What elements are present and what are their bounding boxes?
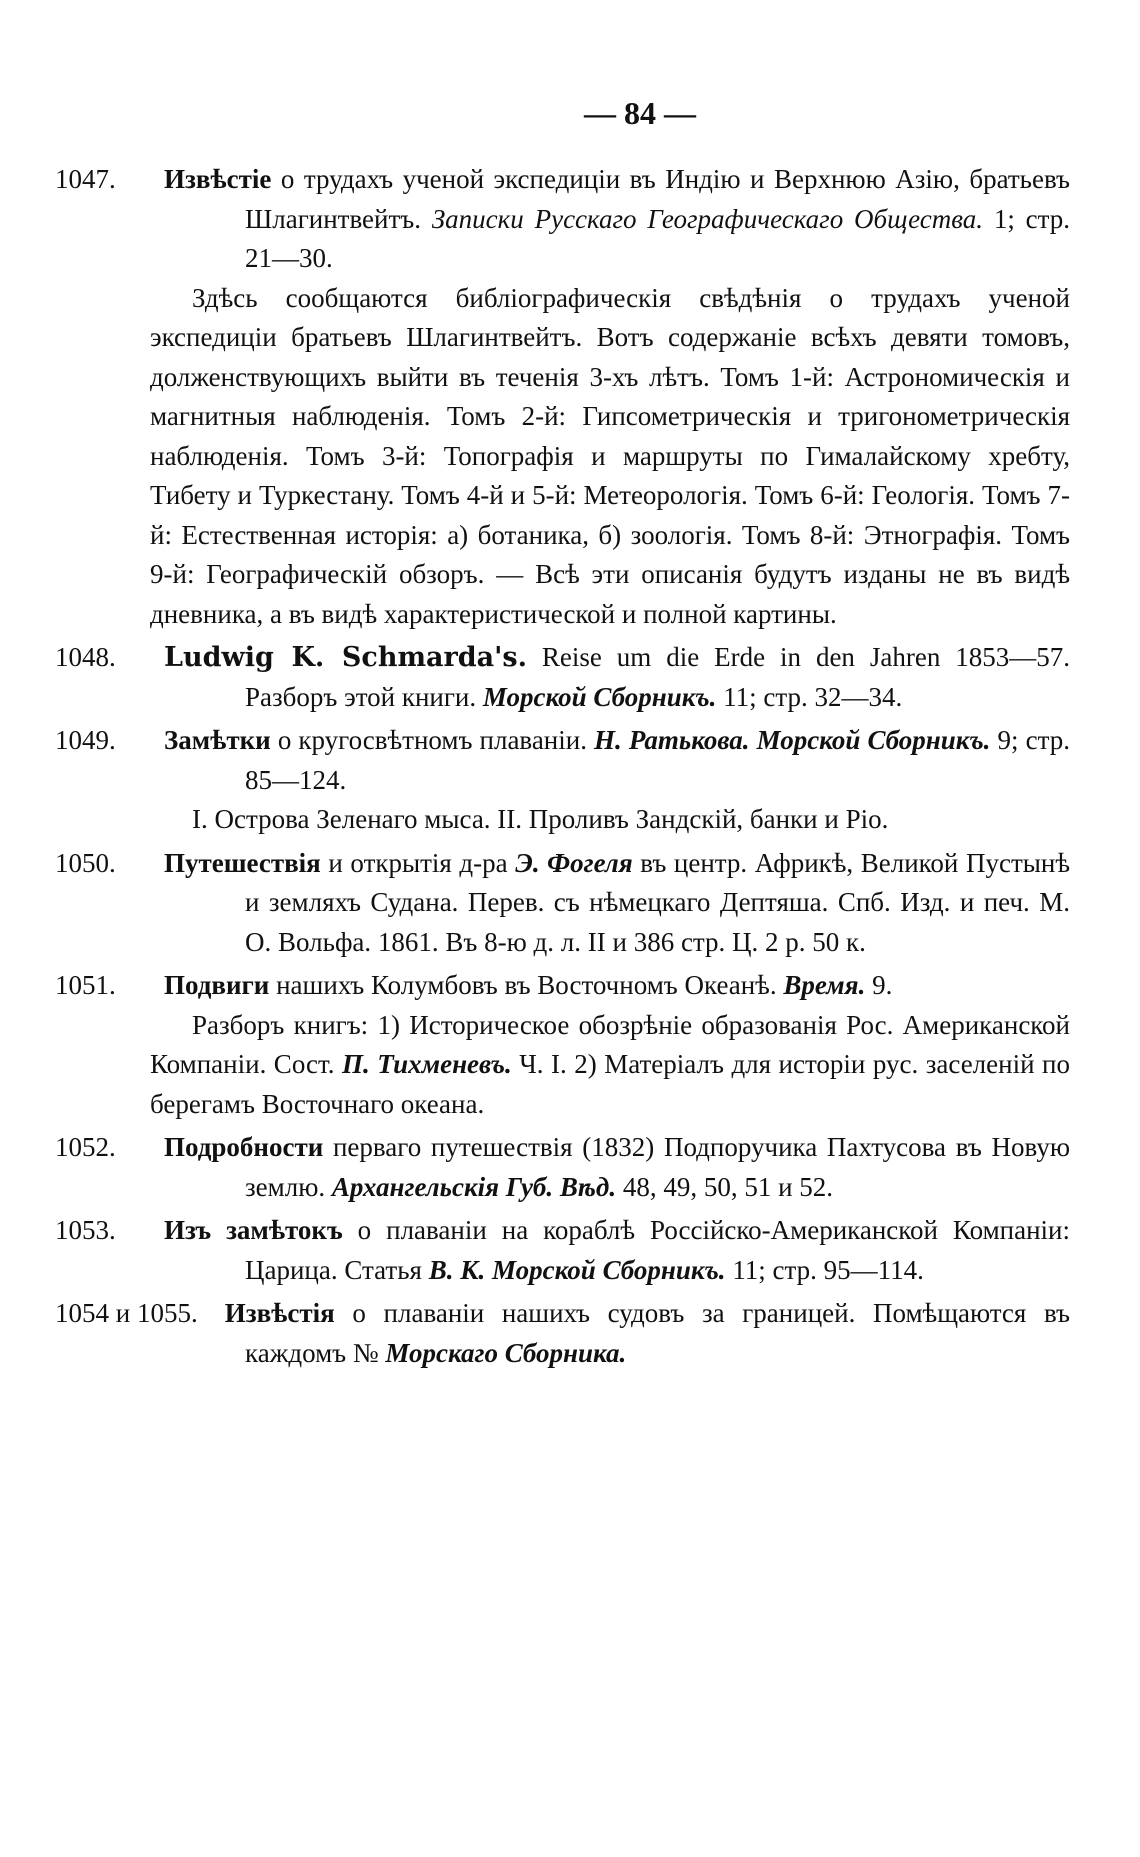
bibliography-entry: [55, 966, 1070, 1124]
entry-text: 1051. Подвиги нашихъ Колумбовъ въ Восточномъ Океанѣ. Время. 9.: [55, 970, 893, 1000]
entry-text: 1053. Изъ замѣтокъ о плаваніи на кораблѣ Россійско-Американской Компаніи: Царица. Статья В. К. Морской Сборникъ. 11; стр. 95—114.: [55, 1215, 1070, 1285]
entry-pages: 1; стр. 21—30.: [245, 203, 1070, 273]
entry-pages: 48, 49, 50, 51 и 52.: [616, 1171, 834, 1202]
entry-source: Морской Сборникъ.: [482, 681, 717, 712]
entry-text: 1049. Замѣтки о кругосвѣтномъ плаваніи. Н. Ратькова. Морской Сборникъ. 9; стр. 85—124.: [55, 725, 1070, 795]
entry-source: Архангельскія Губ. Вѣд.: [331, 1171, 617, 1202]
bibliography-entry: [55, 721, 1070, 840]
entry-description: о кругосвѣтномъ плаваніи.: [270, 725, 595, 755]
entry-note-author: П. Тихменевъ.: [341, 1049, 512, 1079]
bibliography-entry: [55, 1128, 1070, 1207]
bibliography-entry: [55, 160, 1070, 634]
entry-author: Э. Фогеля: [515, 847, 633, 878]
entry-description: и открытія д-ра: [320, 847, 516, 878]
entry-author: В. К.: [428, 1254, 486, 1285]
entry-text: [55, 1294, 1070, 1373]
entry-title: Замѣтки: [164, 725, 271, 755]
entry-note: [150, 1006, 1070, 1125]
bibliography-entry: [55, 1211, 1070, 1290]
entry-note: Здѣсь сообщаются библіографическія свѣдѣнія о трудахъ ученой экспедиціи братьевъ Шлагинтвейтъ. Вотъ содержаніе всѣхъ девяти томовъ, долженствующихъ выйти въ теченія 3-хъ лѣтъ. Томъ 1-й: Астрономическія и магнитныя наблюденія. Томъ 2-й: Гипсометрическія и тригонометрическія наблюденія. Томъ 3-й: Топографія и маршруты по Гималайскому хребту, Тибету и Туркестану. Томъ 4-й и 5-й: Метеорологія. Томъ 6-й: Геологія. Томъ 7-й: Естественная исторія: а) ботаника, б) зоологія. Томъ 8-й: Этнографія. Томъ 9-й: Географическій обзоръ. — Всѣ эти описанія будутъ изданы не въ видѣ дневника, а въ видѣ характеристической и полной картины.: [150, 282, 1070, 629]
entry-pages: 9; стр. 85—124.: [245, 725, 1070, 795]
entry-pages: 11; стр. 32—34.: [716, 681, 903, 712]
entry-title: Подвиги: [164, 970, 270, 1000]
entry-source: Морскаго Сборника.: [385, 1337, 627, 1368]
entry-imprint: въ центр. Африкѣ, Великой Пустынѣ и земляхъ Судана. Перев. съ нѣмецкаго Дептяша. Спб. Изд. и печ. М. О. Вольфа. 1861. Въ 8-ю д. л. II и 386 стр. Ц. 2 р. 50 к.: [245, 847, 1071, 957]
entry-pages: 9.: [865, 970, 893, 1000]
entry-title: Извѣстіе: [164, 164, 272, 194]
entry-note-text: Разборъ книгъ: 1) Историческое обозрѣніе образованія Рос. Американской Компаніи. Сост.: [150, 1009, 1070, 1079]
entry-source: Время.: [783, 970, 866, 1000]
document-page: [55, 95, 1071, 1377]
entry-title: Путешествія: [164, 847, 321, 878]
bibliography-entry: [55, 638, 1070, 717]
entry-note-text: Ч. I. 2) Матеріалъ для исторіи рус. заселеній по берегамъ Восточнаго океана.: [150, 1049, 1070, 1119]
entry-description: о плаваніи нашихъ судовъ за границей. Помѣщаются въ каждомъ №: [245, 1298, 1070, 1368]
entry-description: нашихъ Колумбовъ въ Восточномъ Океанѣ.: [269, 970, 784, 1000]
entry-number: 1054 и 1055.: [55, 1298, 198, 1328]
entry-title: Ludwig K. Schmarda's.: [164, 642, 527, 673]
entry-text: 1050. Путешествія и открытія д-ра Э. Фогеля въ центр. Африкѣ, Великой Пустынѣ и земляхъ Судана. Перев. съ нѣмецкаго Дептяша. Спб. Изд. и печ. М. О. Вольфа. 1861. Въ 8-ю д. л. II и 386 стр. Ц. 2 р. 50 к.: [55, 847, 1071, 957]
entry-source: Морской Сборникъ.: [485, 1254, 726, 1285]
entry-text: 1052. Подробности перваго путешествія (1832) Подпоручика Пахтусова въ Новую землю. Архангельскія Губ. Вѣд. 48, 49, 50, 51 и 52.: [55, 1132, 1070, 1202]
bibliography-entry: [55, 844, 1071, 963]
entry-description: о плаваніи на кораблѣ Россійско-Американской Компаніи: Царица. Статья: [245, 1215, 1070, 1285]
entry-title: Подробности: [164, 1132, 324, 1162]
entry-text: 1047. Извѣстіе о трудахъ ученой экспедиціи въ Индію и Верхнюю Азію, братьевъ Шлагинтвейтъ. Записки Русскаго Географическаго Общества. 1; стр. 21—30.: [55, 164, 1070, 273]
entry-title: Изъ замѣтокъ: [164, 1215, 343, 1245]
entry-author: Н. Ратькова.: [594, 725, 750, 755]
entry-note: I. Острова Зеленаго мыса. II. Проливъ Зандскій, банки и Ріо.: [192, 804, 889, 834]
entry-description: о трудахъ ученой экспедиціи въ Индію и Верхнюю Азію, братьевъ Шлагинтвейтъ.: [245, 164, 1070, 234]
entry-source: Записки Русскаго Географическаго Общества.: [431, 203, 984, 234]
entry-description: перваго путешествія (1832) Подпоручика Пахтусова въ Новую землю.: [245, 1132, 1070, 1202]
entry-pages: 11; стр. 95—114.: [725, 1254, 924, 1285]
entry-title: Извѣстія: [224, 1298, 335, 1328]
page-number: — 84 —: [584, 95, 696, 131]
entry-source: Морской Сборникъ.: [749, 725, 991, 755]
entry-text: 1048. Ludwig K. Schmarda's. Reise um die Erde in den Jahren 1853—57. Разборъ этой книги. Морской Сборникъ. 11; стр. 32—34.: [55, 642, 1070, 712]
entry-description: Reise um die Erde in den Jahren 1853—57. Разборъ этой книги.: [245, 642, 1070, 712]
bibliography-entry: [55, 1294, 1070, 1373]
